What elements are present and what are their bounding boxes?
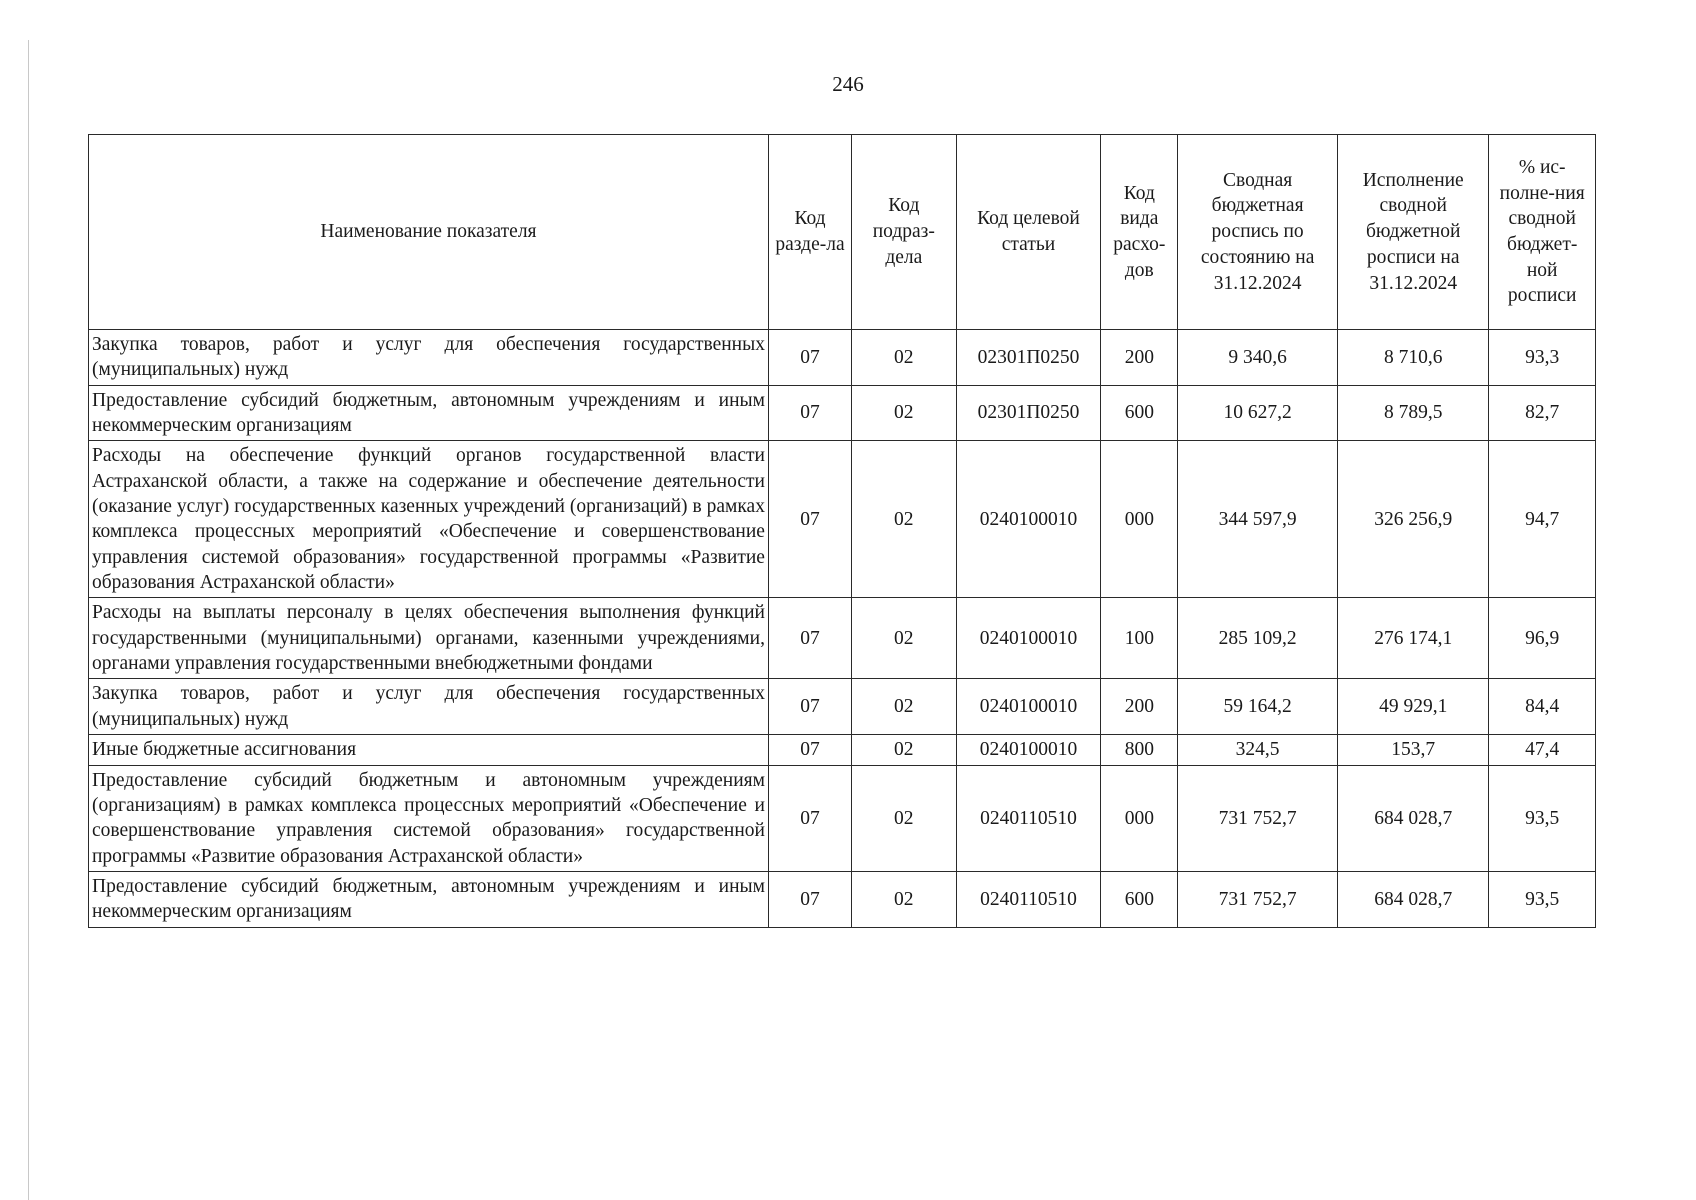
- row-target: 0240100010: [956, 679, 1101, 735]
- row-target: 0240110510: [956, 765, 1101, 871]
- row-name: Иные бюджетные ассигнования: [89, 735, 769, 765]
- row-name: Предоставление субсидий бюджетным, автономным учреждениям и иным некоммерческим организациям: [89, 385, 769, 441]
- table-row: [89, 441, 1596, 598]
- row-execution: 276 174,1: [1338, 598, 1489, 679]
- row-percent: 96,9: [1489, 598, 1596, 679]
- row-expense-type: 800: [1101, 735, 1178, 765]
- table-header-row: [89, 135, 1596, 330]
- table-row: [89, 735, 1596, 765]
- row-expense-type: 200: [1101, 679, 1178, 735]
- row-plan: 324,5: [1178, 735, 1338, 765]
- header-target-code: Код целевой статьи: [956, 135, 1101, 330]
- row-target: 0240110510: [956, 871, 1101, 927]
- row-plan: 59 164,2: [1178, 679, 1338, 735]
- row-name: Предоставление субсидий бюджетным, автономным учреждениям и иным некоммерческим организациям: [89, 871, 769, 927]
- row-section: 07: [768, 871, 851, 927]
- page-number: 246: [832, 72, 864, 96]
- row-subsection: 02: [852, 735, 956, 765]
- row-percent: 47,4: [1489, 735, 1596, 765]
- table-row: [89, 679, 1596, 735]
- header-section-code: Код разде-ла: [768, 135, 851, 330]
- row-target: 02301П0250: [956, 385, 1101, 441]
- row-section: 07: [768, 679, 851, 735]
- row-execution: 49 929,1: [1338, 679, 1489, 735]
- row-target: 0240100010: [956, 598, 1101, 679]
- row-expense-type: 200: [1101, 330, 1178, 386]
- row-execution: 326 256,9: [1338, 441, 1489, 598]
- row-section: 07: [768, 765, 851, 871]
- budget-execution-table: [88, 134, 1596, 928]
- row-target: 02301П0250: [956, 330, 1101, 386]
- row-percent: 93,3: [1489, 330, 1596, 386]
- row-expense-type: 000: [1101, 441, 1178, 598]
- row-name: Расходы на выплаты персоналу в целях обеспечения выполнения функций государственными (муниципальными) органами, казенными учреждениями, органами управления государственными внебюджетными фондами: [89, 598, 769, 679]
- row-plan: 731 752,7: [1178, 871, 1338, 927]
- row-target: 0240100010: [956, 441, 1101, 598]
- row-section: 07: [768, 735, 851, 765]
- margin-line: [28, 40, 29, 1200]
- row-execution: 8 789,5: [1338, 385, 1489, 441]
- row-section: 07: [768, 441, 851, 598]
- row-expense-type: 100: [1101, 598, 1178, 679]
- header-execution: Исполнение сводной бюджетной росписи на 31.12.2024: [1338, 135, 1489, 330]
- row-section: 07: [768, 330, 851, 386]
- row-subsection: 02: [852, 598, 956, 679]
- row-plan: 285 109,2: [1178, 598, 1338, 679]
- row-section: 07: [768, 598, 851, 679]
- table-row: [89, 385, 1596, 441]
- row-target: 0240100010: [956, 735, 1101, 765]
- row-percent: 94,7: [1489, 441, 1596, 598]
- table-row: [89, 765, 1596, 871]
- row-execution: 684 028,7: [1338, 871, 1489, 927]
- row-subsection: 02: [852, 385, 956, 441]
- header-expense-type-code: Код вида расхо-дов: [1101, 135, 1178, 330]
- row-name: Предоставление субсидий бюджетным и автономным учреждениям (организациям) в рамках комплекса процессных мероприятий «Обеспечение и совершенствование управления системой образования» государственной программы «Развитие образования Астраханской области»: [89, 765, 769, 871]
- row-execution: 153,7: [1338, 735, 1489, 765]
- row-percent: 93,5: [1489, 765, 1596, 871]
- header-name: Наименование показателя: [89, 135, 769, 330]
- header-subsection-code: Код подраз-дела: [852, 135, 956, 330]
- row-percent: 93,5: [1489, 871, 1596, 927]
- table-row: [89, 871, 1596, 927]
- row-expense-type: 000: [1101, 765, 1178, 871]
- row-percent: 82,7: [1489, 385, 1596, 441]
- row-plan: 9 340,6: [1178, 330, 1338, 386]
- row-section: 07: [768, 385, 851, 441]
- header-consolidated-plan: Сводная бюджетная роспись по состоянию на 31.12.2024: [1178, 135, 1338, 330]
- table-row: [89, 330, 1596, 386]
- row-subsection: 02: [852, 679, 956, 735]
- row-plan: 344 597,9: [1178, 441, 1338, 598]
- row-name: Закупка товаров, работ и услуг для обеспечения государственных (муниципальных) нужд: [89, 679, 769, 735]
- row-subsection: 02: [852, 765, 956, 871]
- row-name: Расходы на обеспечение функций органов государственной власти Астраханской области, а также на содержание и обеспечение деятельности (оказание услуг) государственных казенных учреждений (организаций) в рамках комплекса процессных мероприятий «Обеспечение и совершенствование управления системой образования» государственной программы «Развитие образования Астраханской области»: [89, 441, 769, 598]
- row-execution: 684 028,7: [1338, 765, 1489, 871]
- row-plan: 10 627,2: [1178, 385, 1338, 441]
- row-plan: 731 752,7: [1178, 765, 1338, 871]
- row-expense-type: 600: [1101, 385, 1178, 441]
- header-execution-percent: % ис-полне-ния сводной бюджет-ной росписи: [1489, 135, 1596, 330]
- row-subsection: 02: [852, 441, 956, 598]
- row-name: Закупка товаров, работ и услуг для обеспечения государственных (муниципальных) нужд: [89, 330, 769, 386]
- row-expense-type: 600: [1101, 871, 1178, 927]
- row-percent: 84,4: [1489, 679, 1596, 735]
- row-execution: 8 710,6: [1338, 330, 1489, 386]
- row-subsection: 02: [852, 871, 956, 927]
- row-subsection: 02: [852, 330, 956, 386]
- table-row: [89, 598, 1596, 679]
